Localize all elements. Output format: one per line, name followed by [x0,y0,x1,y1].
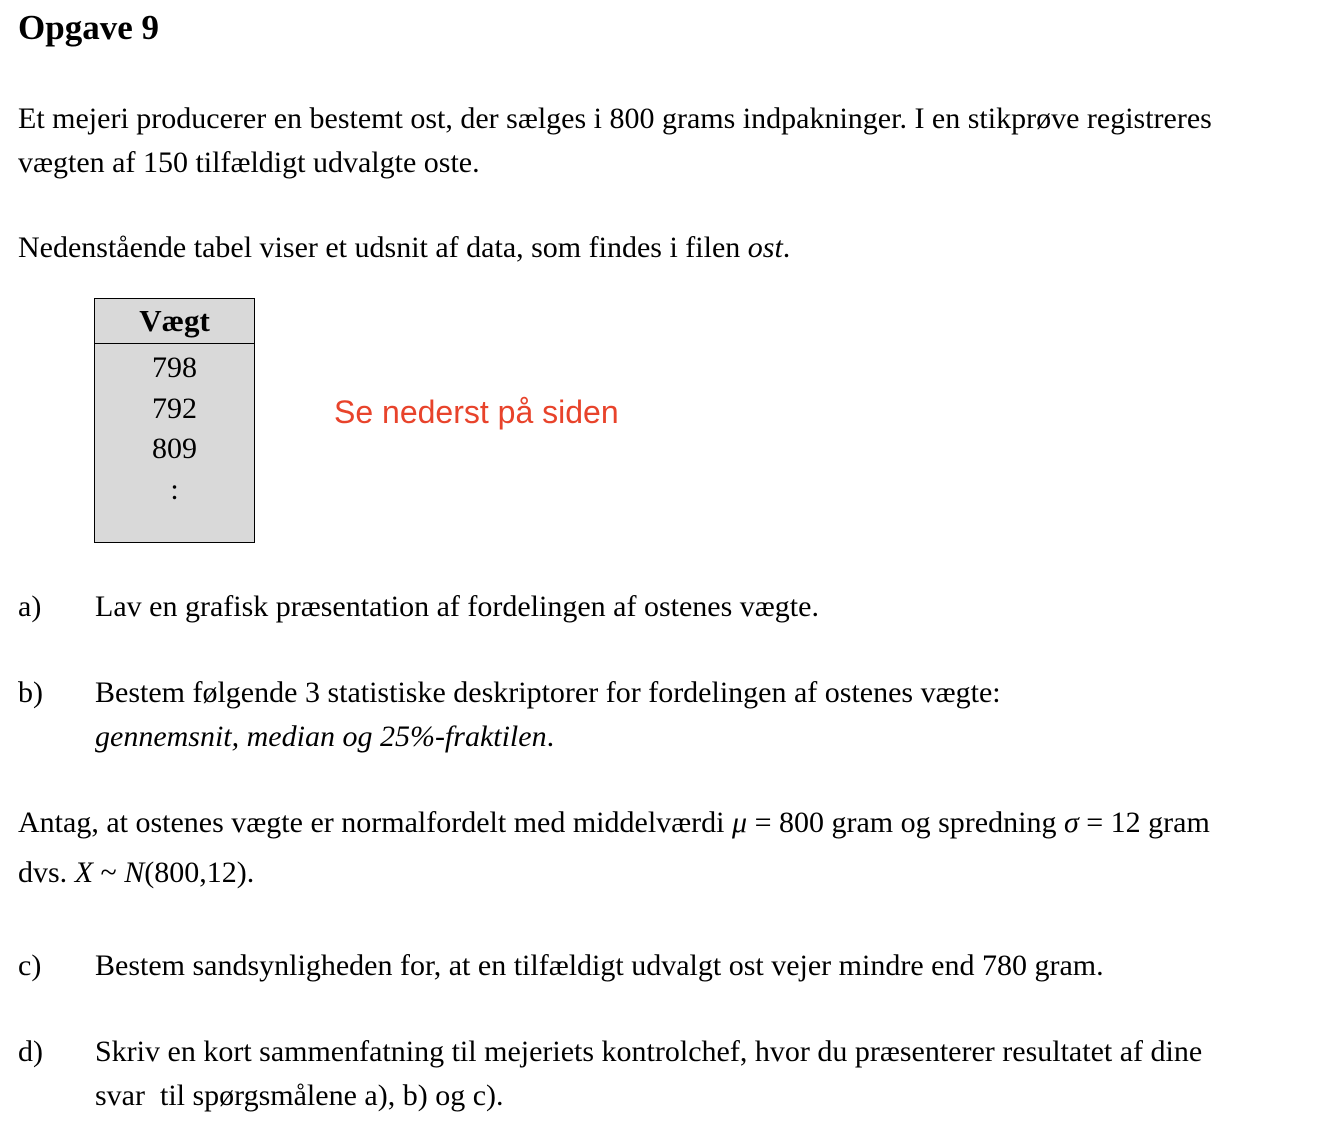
intro-line-2: vægten af 150 tilfældigt udvalgte oste. [18,146,480,179]
mu-symbol: μ [732,806,748,839]
table-cell: 798 [152,351,197,384]
assumption-line-2 [18,851,254,895]
data-note [18,226,790,270]
question-b-label: b) [18,676,43,709]
intro-line-1: Et mejeri producerer en bestemt ost, der sælges i 800 grams indpakninger. I en stikprøve registreres [18,102,1212,135]
normal-n: N [124,856,145,889]
page-title: Opgave 9 [18,8,159,47]
assumption-dvs: dvs. [18,856,75,889]
question-b-terms [95,715,554,759]
question-b-terms-italic: gennemsnit, median og 25%-fraktilen [95,720,547,753]
question-d-line-2: svar til spørgsmålene a), b) og c). [95,1079,504,1112]
tilde-symbol: ~ [93,856,125,889]
data-note-text: Nedenstående tabel viser et udsnit af data, som findes i filen [18,231,741,264]
question-d-line-1: Skriv en kort sammenfatning til mejeriets kontrolchef, hvor du præsenterer resultatet af dine [95,1035,1203,1068]
sigma-symbol: σ [1063,806,1079,839]
question-c-label: c) [18,949,42,982]
question-a-text: Lav en grafisk præsentation af fordelingen af ostenes vægte. [95,590,819,623]
table-header: Vægt [95,299,254,344]
data-table [94,298,255,543]
assumption-end: . [246,856,255,889]
variable-x: X [74,856,94,889]
table-cell: 809 [152,432,197,465]
normal-params: (800,12) [144,856,247,889]
data-note-end: . [782,231,791,264]
red-note: Se nederst på siden [334,394,619,430]
sigma-value: = 12 gram [1078,806,1210,839]
data-file-name: ost [747,231,783,264]
question-b-text: Bestem følgende 3 statistiske deskriptorer for fordelingen af ostenes vægte: [95,676,1001,709]
table-cell: 792 [152,391,197,425]
question-a-label: a) [18,590,42,623]
question-c-text: Bestem sandsynligheden for, at en tilfældigt udvalgt ost vejer mindre end 780 gram. [95,949,1104,982]
assumption-mid: gram og spredning [831,806,1064,839]
question-d-label: d) [18,1035,43,1068]
table-cell: : [170,472,179,506]
mu-value: = 800 [747,806,832,839]
assumption-pre: Antag, at ostenes vægte er normalfordelt med middelværdi [18,806,732,839]
assumption-line-1 [18,801,1210,845]
question-b-end: . [546,720,555,753]
